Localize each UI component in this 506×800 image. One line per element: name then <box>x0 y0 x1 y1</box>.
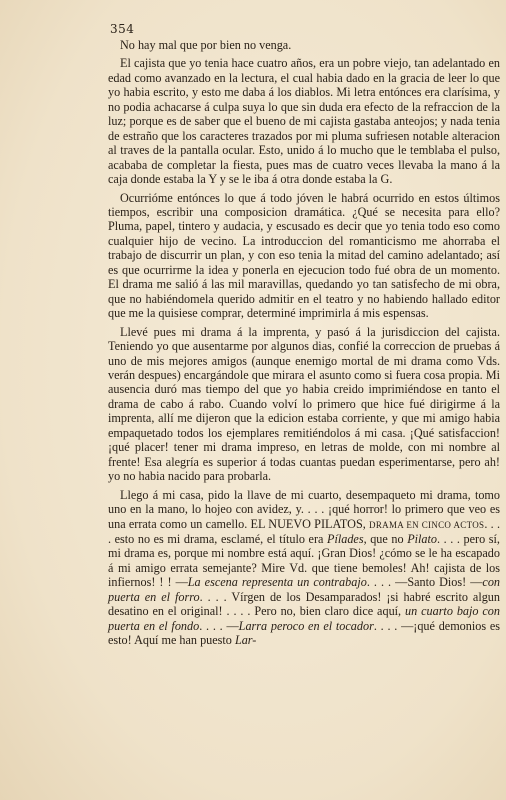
text-run: Llego á mi casa, pido la llave de mi cuarto, desempaqueto mi drama, tomo uno en la mano, lo hojeo con avidez, y. . . . ¡qué horror! lo primero que veo es una errata como un camello. EL NUEVO PILATOS, <box>108 487 500 531</box>
text-run: Ocurrióme entónces lo que á todo jóven le habrá ocurrido en estos últimos tiempos, escribir una composicion dramática. ¿Qué se necesita para ello? Pluma, papel, tintero y audacia, y escusado es decir que yo tenia todo eso como cualquier hijo de vecino. La introduccion del romanticismo me ahorraba el trabajo de discurrir un plan, y con eso tenia la mitad del camino adelantado; así es que ocurrirme la idea y ponerla en ejecucion todo fué obra de un momento. El drama me salió á las mil maravillas, quedando yo tan satisfecho de mi obra, que no habiéndomela querido admitir en el teatro y no habiendo hallado editor que me la quisiese comprar, determiné imprimirla á mis espensas. <box>108 190 500 321</box>
paragraph <box>108 488 500 648</box>
body-text <box>108 38 500 648</box>
text-run: . . . . Vírgen de los Desamparados! ¡si habré escrito algun desatino en el original! . . . . Pero no, bien claro dice aquí, <box>108 589 500 619</box>
text-run: No hay mal que por bien no venga. <box>120 38 292 52</box>
paragraph <box>108 191 500 321</box>
italic-run: Pílades <box>327 531 364 546</box>
paragraph <box>108 56 500 186</box>
paragraph <box>108 325 500 484</box>
text-run: El cajista que yo tenia hace cuatro años, era un pobre viejo, tan adelantado en edad como avanzado en la lectura, el cual habia dado en la gracia de leer lo que yo habia escrito, y esto me daba á los diablos. Mi letra entónces era clarísima, y no podia achacarse á culpa suya lo que sin duda era efecto de la refraccion de la luz; porque es de saber que el bueno de mi cajista gastaba anteojos; y nada tenia de estraño que los caracteres trazados por mi pluma sufriesen notable alteracion al traves de la pantalla ocular. Esto, unido á lo mucho que le temblaba el pulso, acababa de completar la fiesta, pues mas de cuatro veces llevaba la mano á la caja donde estaba la Y y se le iba á otra donde estaba la G. <box>108 56 500 187</box>
italic-run: Larra peroco en el tocador <box>238 618 374 633</box>
text-run: . . . . pero sí, mi drama es, porque mi nombre está aquí. ¡Gran Dios! ¿cómo se le ha escapado á mi amigo errata semejante? Mire Vd. que tiene bemoles! Ah! cajista de los infiernos! ! ! — <box>108 531 500 590</box>
italic-run: un cuarto bajo con puerta en el fondo <box>108 604 500 633</box>
paragraph <box>108 38 500 52</box>
text-run: . . . . —Santo Dios! — <box>366 575 483 590</box>
text-run: Llevé pues mi drama á la imprenta, y pasó á la jurisdiccion del cajista. Teniendo yo que ausentarme por algunos dias, confié la correccion de pruebas á uno de mis mejores amigos (aunque enemigo mortal de mi drama como Vds. verán despues) encargándole que mirara el asunto como si fuera cosa propia. Mi ausencia duró mas tiempo del que yo habia creido imprimiéndose en tanto el drama de cabo á rabo. Cuando volví lo primero que hice fué dirigirme á la imprenta, allí me dijeron que la edicion estaba corriente, y que mi amigo habia empaquetado todos los ejemplares remitiéndolos á mi casa. ¡Qué satisfaccion! ¡qué placer! tener mi drama impreso, en letras de molde, con mi nombre al frente! Esa alegría es superior á todas cuantas puedan esperimentarse, pero ah! yo no habia nacido para probarla. <box>108 324 500 484</box>
text-run: , que no <box>363 531 408 546</box>
italic-run: La escena representa un contrabajo <box>187 575 367 590</box>
page-number: 354 <box>110 22 135 36</box>
text-run: . . . . —¡qué demonios es esto! Aquí me han puesto <box>108 618 501 648</box>
italic-run: con puerta en el forro <box>108 575 501 604</box>
italic-run: Lar- <box>234 633 257 648</box>
italic-run: Pilato <box>407 531 437 546</box>
text-run: . . . . esto no es mi drama, esclamé, el título era <box>108 516 501 546</box>
text-run: . . . . — <box>199 618 239 633</box>
small-caps-run: DRAMA EN CINCO ACTOS <box>369 519 485 530</box>
